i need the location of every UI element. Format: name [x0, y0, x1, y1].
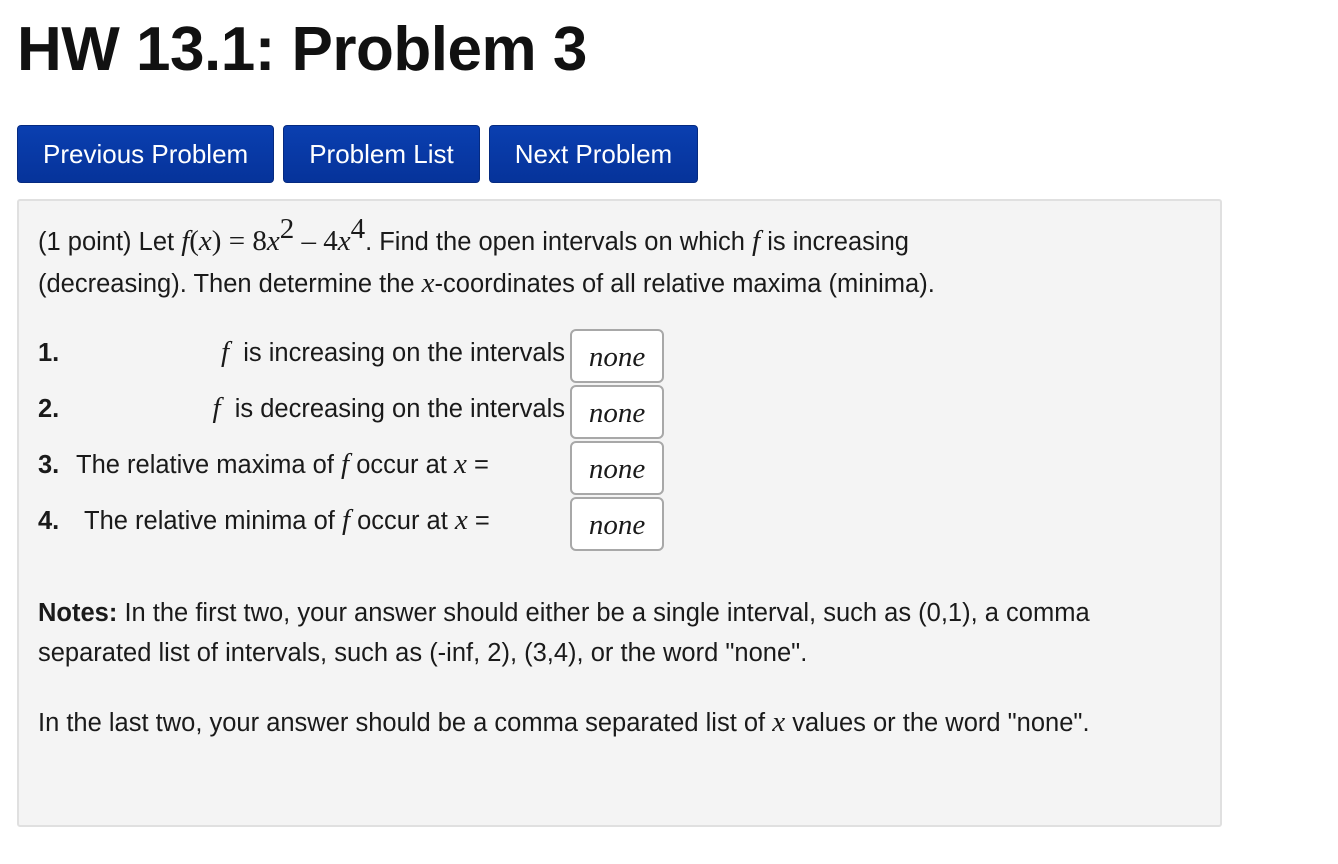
answer-input-4[interactable]: none: [570, 497, 664, 551]
notes-text-2-pre: In the last two, your answer should be a comma separated list of: [38, 709, 766, 737]
points: (1 point): [38, 228, 132, 256]
problem-statement: (1 point) Let $f(x) = 8x^2 - 4x^4$. Find the open intervals on which f is increasing (decreasing). Then determine the x-coordinates of all relative maxima (minima).: [38, 213, 935, 299]
function-name: f: [181, 225, 190, 257]
question-number: 4.: [38, 507, 60, 535]
exponent-1: 2: [279, 213, 295, 245]
function-name: f: [221, 336, 230, 368]
notes-paragraph-2: [38, 702, 1208, 743]
variable: x: [772, 706, 786, 738]
question-text: is increasing on the intervals: [243, 339, 565, 367]
question-label: [212, 392, 565, 425]
notes-text-1: In the first two, your answer should either be a single interval, such as (0,1), a comma separated list of intervals, such as (-inf, 2), (3,4), or the word "none".: [38, 599, 1090, 667]
question-number: 2.: [38, 395, 60, 423]
question-text: occur at: [356, 451, 447, 479]
question-pre: The relative minima of: [84, 507, 335, 535]
notes-label: Notes:: [38, 599, 118, 627]
variable: x: [454, 448, 467, 480]
problem-panel: [17, 199, 1222, 827]
variable: x: [198, 225, 212, 257]
question-row: [38, 441, 658, 491]
question-number: 1.: [38, 339, 60, 367]
answer-input-1[interactable]: none: [570, 329, 664, 383]
problem-nav: [17, 125, 698, 183]
line2-post: -coordinates of all relative maxima (minima).: [434, 270, 935, 298]
next-problem-button[interactable]: Next Problem: [489, 125, 699, 183]
notes-paragraph: [38, 593, 1208, 673]
problem-list-button[interactable]: Problem List: [283, 125, 480, 183]
find-text: . Find the open intervals on which: [365, 228, 745, 256]
question-row: [38, 329, 658, 379]
line2-pre: (decreasing). Then determine the: [38, 270, 415, 298]
function-name: f: [341, 448, 350, 480]
question-row: [38, 385, 658, 435]
question-text: occur at: [357, 507, 448, 535]
variable: x: [337, 225, 351, 257]
question-label: [76, 448, 489, 481]
function-name: f: [341, 504, 350, 536]
question-number: 3.: [38, 451, 60, 479]
answer-input-2[interactable]: none: [570, 385, 664, 439]
function-name: f: [752, 225, 761, 257]
previous-problem-button[interactable]: Previous Problem: [17, 125, 274, 183]
coef-2: 4: [323, 225, 338, 257]
operator: –: [301, 225, 316, 257]
exponent-2: 4: [350, 213, 366, 245]
coef-1: 8: [252, 225, 267, 257]
question-pre: The relative maxima of: [76, 451, 334, 479]
variable: x: [421, 267, 435, 299]
variable: x: [454, 504, 468, 536]
function-name: f: [212, 392, 221, 424]
question-row: [38, 497, 658, 547]
notes-text-2-post: values or the word "none".: [792, 709, 1090, 737]
page-title: HW 13.1: Problem 3: [17, 15, 587, 84]
answer-input-3[interactable]: none: [570, 441, 664, 495]
question-label: [221, 336, 565, 369]
question-label: [84, 504, 490, 537]
let-text: Let: [138, 228, 175, 256]
equals: =: [473, 451, 489, 479]
question-text: is decreasing on the intervals: [234, 395, 565, 423]
variable: x: [266, 225, 280, 257]
equals: =: [474, 507, 490, 535]
increasing-text: is increasing: [767, 228, 909, 256]
